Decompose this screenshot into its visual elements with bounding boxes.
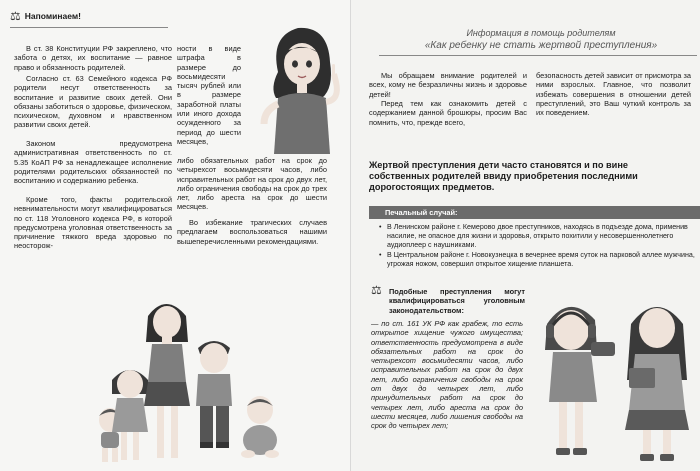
- law-robbery-text: — по ст. 161 УК РФ как грабеж, то есть открытое хищение чужого имущества; ответственность предусмотрена в виде обязательных работ на срок до четырехсот восьмидесяти часов, либо исправительных работ на срок до двух лет, либо ограничения свободы на срок от двух до четырех лет, либо принудительных работ на срок до четырех лет, либо ареста на срок до шести месяцев, либо лишения свободы на срок до четырех лет;: [371, 319, 523, 431]
- sad-case-bar: [369, 206, 700, 219]
- tablet-icon: [629, 368, 655, 388]
- case-item: • В Центральном районе г. Новокузнецка в вечернее время суток на парковой аллее мужчина, угрожая ножом, совершил открытое хищение планшета.: [387, 251, 699, 269]
- girls-with-gadgets-illustration: [529, 284, 697, 470]
- boy-figure: [196, 341, 232, 448]
- paragraph-family-code: Согласно ст. 63 Семейного кодекса РФ родители несут ответственность за воспитание и развитие своих детей. Они обязаны заботиться о здоровье, физическом, психическом, духовном и нравственном развитии своих детей.: [14, 74, 172, 130]
- paragraph-penalty-full: либо обязательных работ на срок до четырехсот восьмидесяти часов, либо исправительных работ на срок до двух лет, либо ограничения свободы на срок до трех лет, либо ареста на срок до шести месяцев.: [177, 156, 327, 212]
- paragraph-constitution: В ст. 38 Конституции РФ закреплено, что забота о детях, их воспитание — равное право и обязанность родителей.: [14, 44, 172, 72]
- girl-with-headphones-figure: [545, 307, 615, 455]
- paragraph-admin-code: Законом предусмотрена административная ответственность по ст. 5.35 КоАП РФ за ненадлежащее исполнение родителями родительских обязанностей по воспитанию и содержанию ребенка.: [14, 139, 172, 186]
- sad-case-label: Печальный случай:: [385, 208, 458, 217]
- paragraph-criminal-code: Кроме того, факты родительской невнимательности могут квалифицироваться по ст. 118 Уголовного кодекса РФ, в которой предусмотрена уголовная ответственность за причинение тяжкого вреда здоровью по неосторож-: [14, 195, 172, 251]
- mother-illustration: [244, 14, 348, 154]
- baby-figure: [241, 396, 279, 458]
- girl-with-tablet-figure: [625, 307, 689, 461]
- right-page: [350, 0, 700, 471]
- title-divider: [379, 55, 697, 56]
- heading-divider: [10, 27, 168, 28]
- intro-safety: безопасность детей зависит от присмотра за ними взрослых. Главное, что позволит избежать совершения в отношении детей преступлений, это Ваш чуткий контроль за их поведением.: [536, 71, 691, 118]
- law-heading-row: [371, 284, 382, 296]
- cases-list: [377, 223, 699, 271]
- info-title: Информация в помощь родителям: [466, 28, 616, 38]
- scales-of-justice-icon: ⚖: [371, 283, 382, 297]
- scales-of-justice-icon: ⚖: [10, 9, 21, 23]
- headphones-icon: [546, 324, 554, 338]
- family-children-illustration: [90, 282, 315, 470]
- intro-before-reading: Перед тем как ознакомить детей с содержанием данной брошюры, просим Вас помнить, что, прежде всего,: [369, 99, 527, 127]
- paragraph-recommendations: Во избежание трагических случаев предлагаем воспользоваться нашими вышеперечисленными рекомендациями.: [177, 218, 327, 246]
- paragraph-penalty-narrow: ности в виде штрафа в размере до восьмидесяти тысяч рублей или в размере заработной платы или иного дохода осужденного за период до шести месяцев,: [177, 44, 241, 146]
- info-subtitle: «Как ребенку не стать жертвой преступления»: [424, 40, 658, 51]
- teen-girl-figure: [144, 304, 190, 458]
- emphasis-statement: Жертвой преступления дети часто становятся и по вине собственных родителей ввиду приобретения последними дорогостоящих предметов.: [369, 160, 638, 192]
- reminder-heading: Напоминаем!: [24, 11, 81, 21]
- audio-player-icon: [591, 342, 615, 356]
- intro-attention: Мы обращаем внимание родителей и всех, кому не безразличны жизнь и здоровье детей!: [369, 71, 527, 99]
- case-item: • В Ленинском районе г. Кемерово двое преступников, находясь в подъезде дома, применив насилие, не опасное для жизни и здоровья, открыто похитили у несовершеннолетнего аудиоплеер с наушниками.: [387, 223, 699, 249]
- law-intro: Подобные преступления могут квалифицироваться уголовным законодательством:: [389, 287, 525, 315]
- reminder-heading-row: [10, 10, 81, 22]
